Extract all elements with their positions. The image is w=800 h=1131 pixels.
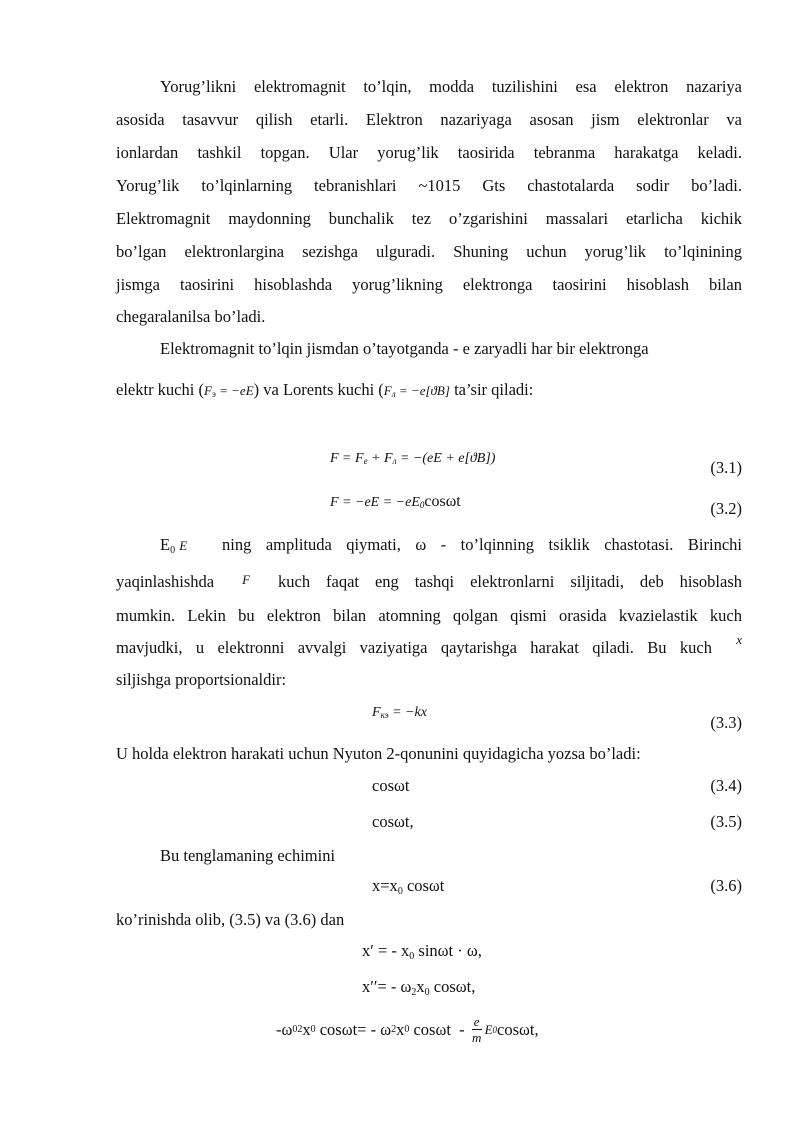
fraction-numerator: e (473, 1014, 480, 1029)
eq-part: x′′= - ω (362, 977, 412, 996)
eq-part: x′ = - x (362, 941, 410, 960)
equation-number: (3.3) (710, 713, 742, 732)
formula-lorentz-force (384, 383, 450, 398)
text-fragment: ning amplituda qiymati, ω - to’lqinning tsiklik chastotasi. Birinchi (222, 535, 742, 554)
symbol-x: x (736, 632, 742, 647)
eq-part: + F (367, 451, 393, 466)
equation-number: (3.5) (710, 812, 742, 831)
equation-3-6 (372, 876, 444, 897)
second-derivative (362, 977, 475, 998)
text-line: Yorug’lik to’lqinlarning tebranishlari ~1015 Gts chastotalarda sodir bo’ladi. (116, 176, 742, 195)
subscript: 0 (170, 545, 176, 556)
eq-subscript: 02 (292, 1024, 303, 1035)
final-equation (276, 1014, 539, 1045)
text-line: Yorug’likni elektromagnit to’lqin, modda tuzilishini esa elektron nazariya (160, 77, 742, 96)
equation-number: (3.2) (710, 499, 742, 518)
eq-subscript: кэ (380, 710, 389, 720)
equation-number: (3.1) (710, 458, 742, 477)
text-line: ionlardan tashkil topgan. Ular yorug’lik taosirida tebranma harakatga keladi. (116, 143, 742, 162)
eq-part: sinωt · ω, (414, 941, 482, 960)
eq-subscript: л (392, 456, 397, 466)
symbol-f: F (242, 572, 251, 587)
eq-part: cosωt (402, 876, 445, 895)
formula-rhs: = −eE (215, 383, 254, 398)
eq-part: -ω (276, 1019, 293, 1039)
formula-subscript: л (391, 389, 396, 399)
text-line: Elektromagnit maydonning bunchalik tez o’zgarishini massalari etarlicha kichik (116, 209, 742, 228)
eq-part: cosωt, (429, 977, 476, 996)
eq-subscript: 0 (492, 1024, 498, 1035)
first-derivative (362, 941, 482, 962)
eq-part: E (484, 1021, 493, 1037)
text-line (116, 632, 742, 658)
formula-electric-force (204, 383, 254, 398)
text-fragment: yaqinlashishda (116, 572, 215, 591)
fraction-denominator: m (471, 1030, 482, 1045)
formula-symbol: F (203, 383, 212, 398)
eq-part: F = −eE = −eE (330, 495, 420, 510)
equation-3-3 (372, 705, 427, 721)
text-line: Elektromagnit to’lqin jismdan o’tayotganda - e zaryadli har bir elektronga (160, 339, 649, 358)
text-line: asosida tasavvur qilish etarli. Elektron nazariyaga asosan jism elektronlar va (116, 110, 742, 129)
equation-3-4: cosωt (372, 776, 410, 795)
eq-part: cosωt - (409, 1019, 469, 1039)
text-line: U holda elektron harakati uchun Nyuton 2-qonunini quyidagicha yozsa bo’ladi: (116, 744, 641, 763)
force-definition-line (116, 380, 533, 400)
text-line: ko’rinishda olib, (3.5) va (3.6) dan (116, 910, 345, 929)
text-line: Bu tenglamaning echimini (160, 846, 336, 865)
text-fragment: elektr kuchi ( (116, 380, 204, 399)
eq-part: cosωt (424, 493, 461, 510)
eq-part: = −kx (388, 705, 427, 720)
text-fragment: kuch faqat eng tashqi elektronlarni siljitadi, deb hisoblash (278, 572, 742, 591)
eq-subscript: 0 (424, 987, 430, 998)
text-fragment: ) va Lorents kuchi ( (253, 380, 384, 399)
formula-symbol: F (383, 383, 392, 398)
eq-subscript: 2 (391, 1024, 397, 1035)
text-line: bo’lgan elektronlargina sezishga ulguradi. Shuning uchun yorug’lik to’lqinining (116, 242, 742, 261)
text-line: mumkin. Lekin bu elektron bilan atomning qolgan qismi orasida kvazielastik kuch (116, 606, 742, 625)
text-fragment (160, 535, 187, 556)
text-line (116, 572, 742, 592)
formula-rhs: = −e[ϑB] (395, 383, 450, 398)
text-fragment: mavjudki, u elektronni avvalgi vaziyatiga qaytarishga harakat qiladi. Bu kuch (116, 638, 712, 657)
formula-subscript: э (211, 389, 216, 399)
equation-3-1 (330, 451, 495, 467)
eq-part: cosωt= - ω (315, 1019, 392, 1039)
symbol-e0: E (160, 535, 171, 554)
eq-subscript: 0 (419, 500, 425, 510)
eq-part: F = F (330, 451, 364, 466)
eq-subscript: 0 (310, 1024, 316, 1035)
eq-subscript: 0 (404, 1024, 410, 1035)
text-line: siljishga proportsionaldir: (116, 670, 287, 689)
text-line (160, 535, 742, 556)
fraction-e-over-m (472, 1014, 482, 1045)
equation-3-2 (330, 493, 461, 511)
eq-part: x=x (372, 876, 398, 895)
eq-part: x (396, 1019, 405, 1039)
eq-subscript: 2 (411, 987, 417, 998)
eq-part: = −(eE + e[ϑB]) (396, 451, 496, 466)
eq-part: F (372, 705, 381, 720)
eq-part: cosωt, (497, 1019, 539, 1039)
text-line: jismga taosirini hisoblashda yorug’likning elektronga taosirini hisoblash bilan (116, 275, 742, 294)
symbol-e: E (179, 538, 188, 553)
text-line: chegaralanilsa bo’ladi. (116, 307, 266, 326)
eq-part: x (302, 1019, 311, 1039)
eq-subscript: 0 (397, 886, 403, 897)
eq-subscript: e (363, 456, 368, 466)
eq-part: x (416, 977, 425, 996)
equation-number: (3.4) (710, 776, 742, 795)
equation-number: (3.6) (710, 876, 742, 895)
equation-3-5: cosωt, (372, 812, 414, 831)
eq-subscript: 0 (409, 951, 415, 962)
text-fragment: ta’sir qiladi: (449, 380, 534, 399)
